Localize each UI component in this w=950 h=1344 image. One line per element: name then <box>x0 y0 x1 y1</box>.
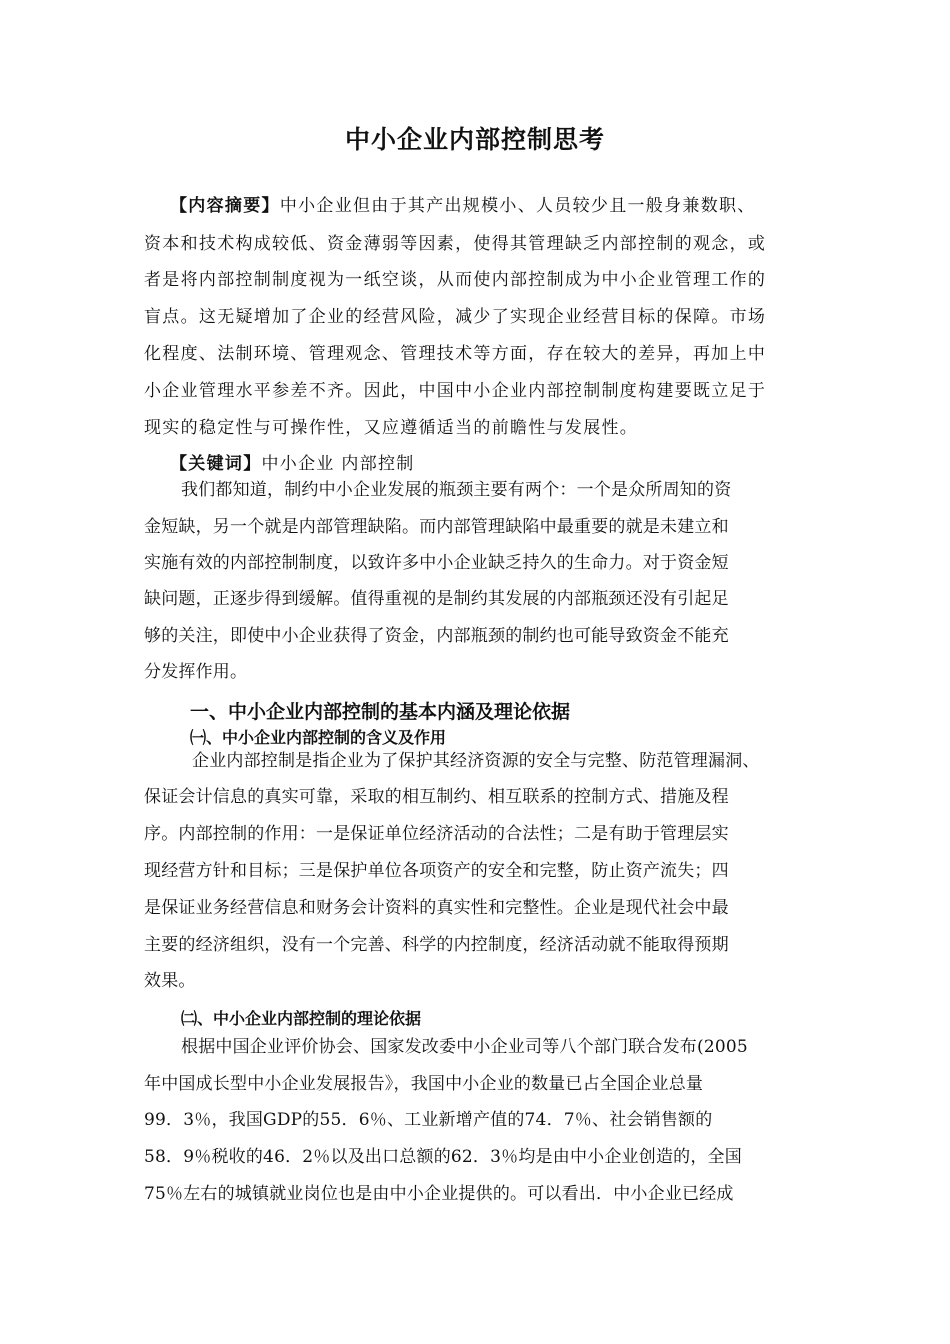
paragraph-line: 实施有效的内部控制制度，以致许多中小企业缺乏持久的生命力。对于资金短 <box>144 553 729 573</box>
keywords-line <box>170 452 415 476</box>
paragraph-line: 企业内部控制是指企业为了保护其经济资源的安全与完整、防范管理漏洞、 <box>192 751 760 771</box>
keywords-text: 中小企业 内部控制 <box>261 454 415 474</box>
abstract-line: 小企业管理水平参差不齐。因此，中国中小企业内部控制制度构建要既立足于 <box>144 381 767 401</box>
paragraph-line: 58．9％税收的46．2％以及出口总额的62．3％均是由中小企业创造的，全国 <box>144 1147 742 1167</box>
paragraph-line: 我们都知道，制约中小企业发展的瓶颈主要有两个：一个是众所周知的资 <box>181 480 732 500</box>
paragraph-line: 缺问题，正逐步得到缓解。值得重视的是制约其发展的内部瓶颈还没有引起足 <box>144 589 729 609</box>
paragraph-line: 金短缺，另一个就是内部管理缺陷。而内部管理缺陷中最重要的就是未建立和 <box>144 517 729 537</box>
paragraph-line: 保证会计信息的真实可靠，采取的相互制约、相互联系的控制方式、措施及程 <box>144 787 729 807</box>
paragraph-line: 分发挥作用。 <box>144 662 248 682</box>
paragraph-line: 序。内部控制的作用：一是保证单位经济活动的合法性；二是有助于管理层实 <box>144 824 729 844</box>
abstract-line: 现实的稳定性与可操作性，又应遵循适当的前瞻性与发展性。 <box>144 418 639 438</box>
abstract-label: 【内容摘要】 <box>170 196 280 216</box>
abstract-line: 者是将内部控制制度视为一纸空谈，从而使内部控制成为中小企业管理工作的 <box>144 270 767 290</box>
subsection-heading: ㈡、中小企业内部控制的理论依据 <box>181 1009 422 1028</box>
paragraph-line: 效果。 <box>144 971 196 991</box>
paragraph-line: 是保证业务经营信息和财务会计资料的真实性和完整性。企业是现代社会中最 <box>144 898 729 918</box>
paragraph-line: 年中国成长型中小企业发展报告》，我国中小企业的数量已占全国企业总量 <box>144 1074 704 1094</box>
subsection-heading: ㈠、中小企业内部控制的含义及作用 <box>190 728 447 747</box>
paragraph-line: 现经营方针和目标；三是保护单位各项资产的安全和完整，防止资产流失；四 <box>144 861 729 881</box>
abstract-line: 化程度、法制环境、管理观念、管理技术等方面，存在较大的差异，再加上中 <box>144 344 767 364</box>
paragraph-line: 75％左右的城镇就业岗位也是由中小企业提供的。可以看出．中小企业已经成 <box>144 1184 734 1204</box>
abstract-first-line <box>170 194 756 218</box>
keywords-label: 【关键词】 <box>170 454 262 474</box>
abstract-line: 中小企业但由于其产出规模小、人员较少且一般身兼数职、 <box>279 196 756 216</box>
section-heading: 一、中小企业内部控制的基本内涵及理论依据 <box>190 701 571 723</box>
abstract-line: 资本和技术构成较低、资金薄弱等因素，使得其管理缺乏内部控制的观念，或 <box>144 234 767 254</box>
paragraph-line: 根据中国企业评价协会、国家发改委中小企业司等八个部门联合发布(2005 <box>181 1037 748 1057</box>
paragraph-line: 够的关注，即使中小企业获得了资金，内部瓶颈的制约也可能导致资金不能充 <box>144 626 729 646</box>
document-title: 中小企业内部控制思考 <box>344 125 605 154</box>
paragraph-line: 99．3％，我国GDP的55．6％、工业新增产值的74．7％、社会销售额的 <box>144 1110 713 1130</box>
abstract-line: 盲点。这无疑增加了企业的经营风险，减少了实现企业经营目标的保障。市场 <box>144 307 767 327</box>
paragraph-line: 主要的经济组织，没有一个完善、科学的内控制度，经济活动就不能取得预期 <box>144 935 729 955</box>
